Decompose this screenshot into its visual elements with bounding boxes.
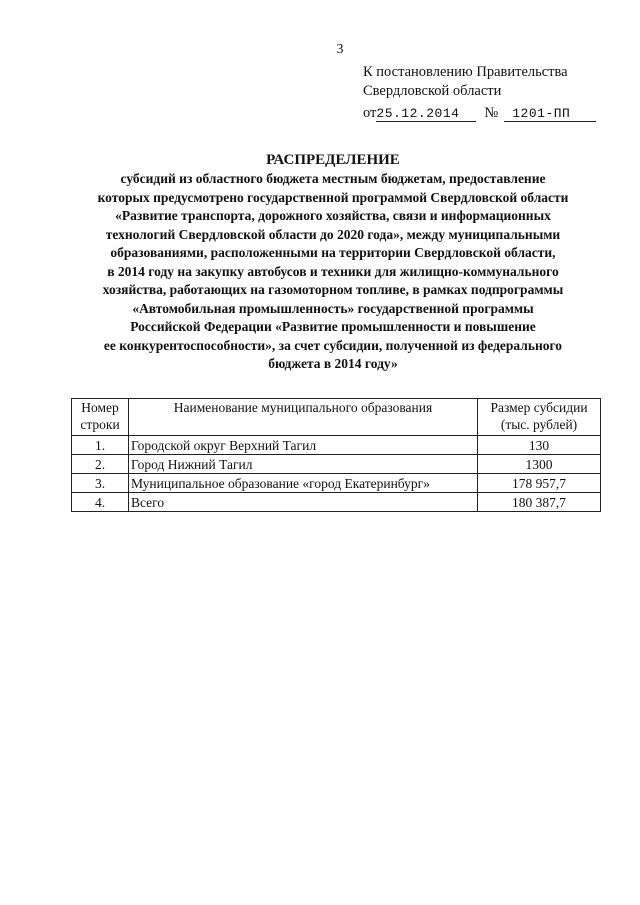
subtitle-line: образованиями, расположенными на территории Свердловской области, [110, 245, 556, 260]
document-title: РАСПРЕДЕЛЕНИЕ [266, 152, 400, 168]
subtitle-line: в 2014 году на закупку автобусов и техники для жилищно-коммунального [107, 263, 559, 279]
resolution-number: 1201-ПП [504, 107, 596, 122]
number-sign: № [484, 105, 499, 121]
municipality-name: Муниципальное образование «город Екатеринбург» [129, 474, 478, 493]
table-row [72, 455, 601, 474]
subsidy-amount: 130 [478, 436, 601, 455]
table-row [72, 474, 601, 493]
approval-date-number-line [363, 104, 596, 123]
table-row [72, 493, 601, 512]
subsidy-amount: 1300 [478, 455, 601, 474]
subtitle-line: ее конкурентоспособности», за счет субсидии, полученной из федерального [103, 337, 563, 353]
subtitle-line: технологий Свердловской области до 2020 года», между муниципальными [105, 226, 561, 242]
subtitle-line: бюджета в 2014 году» [268, 356, 398, 371]
header-subsidy-amount: Размер субсидии (тыс. рублей) [478, 399, 601, 436]
resolution-date: 25.12.2014 [376, 107, 476, 122]
row-number: 1. [72, 436, 129, 455]
subsidy-amount: 178 957,7 [478, 474, 601, 493]
subtitle-line: хозяйства, работающих на газомоторном топливе, в рамках подпрограммы [102, 282, 564, 297]
row-number: 2. [72, 455, 129, 474]
municipality-name: Город Нижний Тагил [129, 455, 478, 474]
page-number: 3 [336, 42, 344, 57]
municipality-name: Городской округ Верхний Тагил [129, 436, 478, 455]
subtitle-line: «Автомобильная промышленность» государственной программы [132, 300, 534, 316]
table-row [72, 436, 601, 455]
document-subtitle [60, 170, 606, 374]
subtitle-line: Российской Федерации «Развитие промышленности и повышение [130, 319, 536, 334]
subsidy-amount: 180 387,7 [478, 493, 601, 512]
table-header-row [72, 399, 601, 436]
row-number: 3. [72, 474, 129, 493]
subtitle-line: субсидий из областного бюджета местным бюджетам, предоставление [120, 171, 546, 186]
row-number: 4. [72, 493, 129, 512]
header-row-number: Номер строки [72, 399, 129, 436]
approval-block [363, 63, 596, 123]
header-municipality-name: Наименование муниципального образования [129, 399, 478, 436]
date-prefix: от [363, 105, 377, 121]
municipality-name: Всего [129, 493, 478, 512]
approval-line-2: Свердловской области [363, 83, 502, 99]
approval-line-1: К постановлению Правительства [363, 64, 568, 80]
subtitle-line: которых предусмотрено государственной программой Свердловской области [97, 189, 569, 205]
subtitle-line: «Развитие транспорта, дорожного хозяйства, связи и информационных [115, 208, 551, 223]
subsidy-table [71, 398, 601, 512]
